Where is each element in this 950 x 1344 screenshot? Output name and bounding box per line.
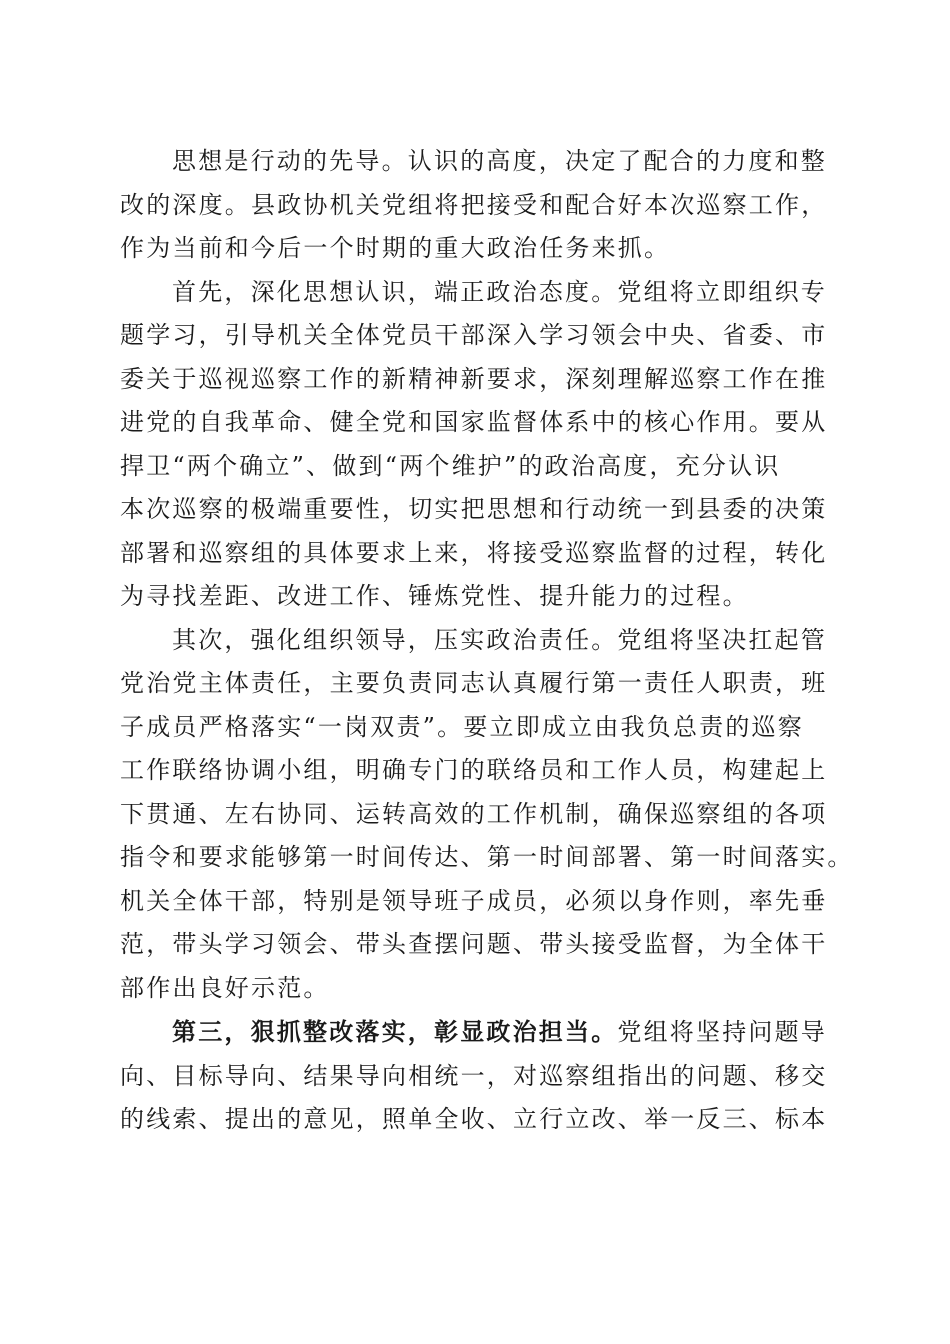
paragraph-line: 下贯通、左右协同、运转高效的工作机制，确保巡察组的各项 xyxy=(120,799,828,828)
paragraph-line: 工作联络协调小组，明确专门的联络员和工作人员，构建起上 xyxy=(120,756,828,784)
document-body xyxy=(120,140,854,1142)
paragraph-line: 部署和巡察组的具体要求上来，将接受巡察监督的过程，转化 xyxy=(120,538,828,567)
paragraph-4 xyxy=(120,1010,832,1142)
paragraph-line: 子成员严格落实“一岗双责”。要立即成立由我负总责的巡察 xyxy=(120,712,804,741)
paragraph-line: 范，带头学习领会、带头查摆问题、带头接受监督，为全体干 xyxy=(120,930,828,958)
paragraph-line: 的线索、提出的意见，照单全收、立行立改、举一反三、标本 xyxy=(120,1105,828,1133)
paragraph-line: 向、目标导向、结果导向相统一，对巡察组指出的问题、移交 xyxy=(120,1061,828,1090)
paragraph-line: 党治党主体责任，主要负责同志认真履行第一责任人职责，班 xyxy=(120,669,828,697)
paragraph-line: 其次，强化组织领导，压实政治责任。党组将坚决扛起管 xyxy=(172,625,827,654)
paragraph-line: 机关全体干部，特别是领导班子成员，必须以身作则，率先垂 xyxy=(120,886,828,915)
paragraph-line: 进党的自我革命、健全党和国家监督体系中的核心作用。要从 xyxy=(120,408,828,436)
paragraph-line: 指令和要求能够第一时间传达、第一时间部署、第一时间落实。 xyxy=(120,843,854,871)
paragraph-lead-heading: 第三，狠抓整改落实，彰显政治担当。 xyxy=(172,1017,618,1046)
paragraph-line: 题学习，引导机关全体党员干部深入学习领会中央、省委、市 xyxy=(120,321,828,349)
paragraph-line: 本次巡察的极端重要性，切实把思想和行动统一到县委的决策 xyxy=(120,495,828,523)
paragraph-line: 作为当前和今后一个时期的重大政治任务来抓。 xyxy=(120,234,671,262)
paragraph-line: 首先，深化思想认识，端正政治态度。党组将立即组织专 xyxy=(172,277,827,306)
paragraph-line: 委关于巡视巡察工作的新精神新要求，深刻理解巡察工作在推 xyxy=(120,364,828,393)
paragraph-first-line xyxy=(120,1010,832,1055)
paragraph-1 xyxy=(120,140,832,271)
paragraph-3 xyxy=(120,619,854,1011)
paragraph-line: 思想是行动的先导。认识的高度，决定了配合的力度和整 xyxy=(172,147,827,175)
paragraph-line: 捍卫“两个确立”、做到“两个维护”的政治高度，充分认识 xyxy=(120,451,781,480)
paragraph-2 xyxy=(120,271,832,619)
paragraph-line: 为寻找差距、改进工作、锤炼党性、提升能力的过程。 xyxy=(120,582,749,610)
paragraph-lead-rest: 党组将坚持问题导 xyxy=(617,1018,828,1046)
paragraph-line: 改的深度。县政协机关党组将把接受和配合好本次巡察工作， xyxy=(120,190,828,219)
paragraph-line: 部作出良好示范。 xyxy=(120,973,330,1002)
